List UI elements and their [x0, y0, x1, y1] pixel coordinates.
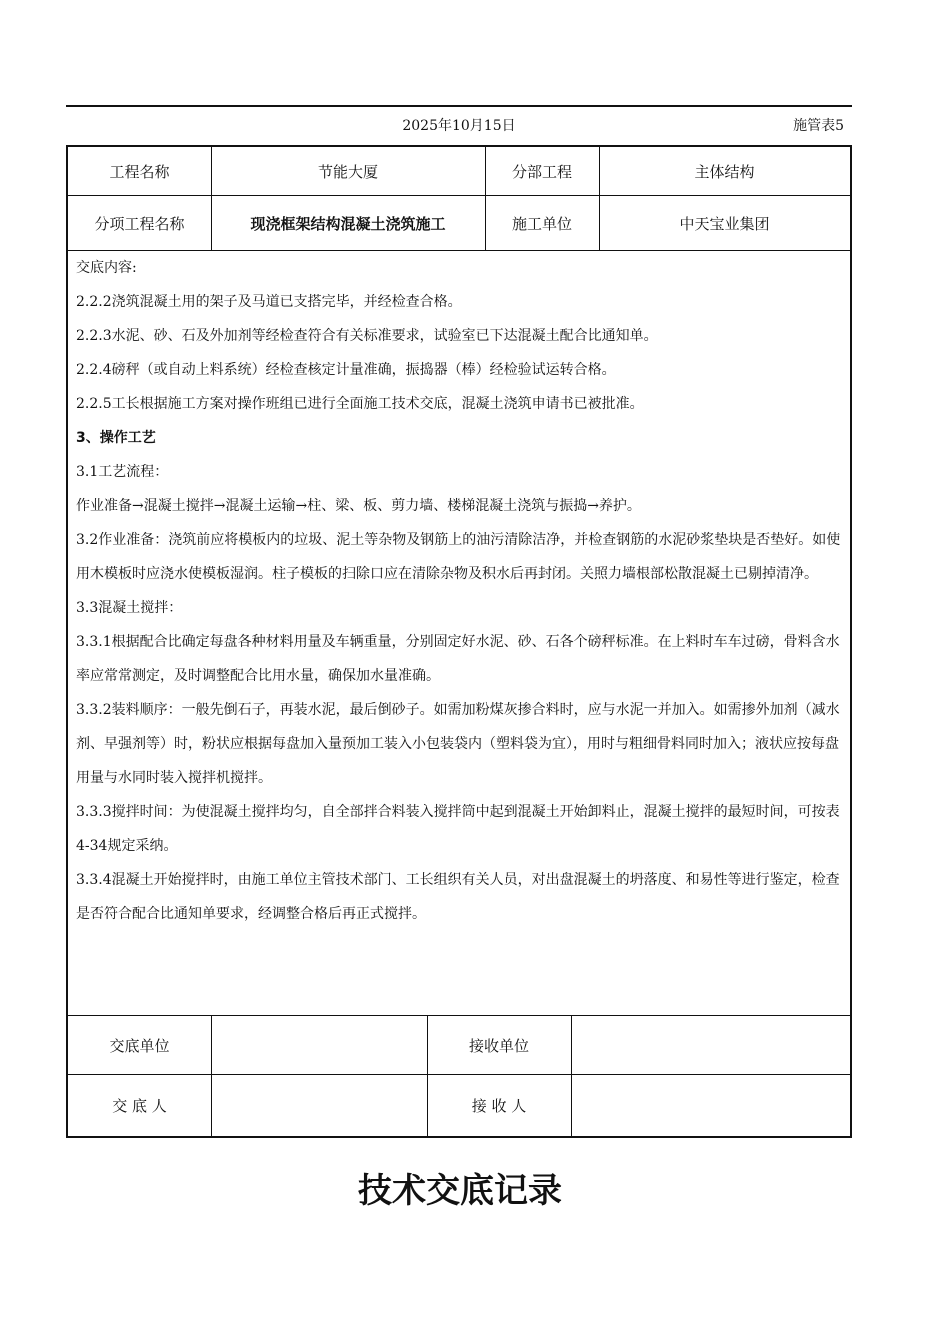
top-rule — [66, 105, 852, 107]
content-line: 2.2.3水泥、砂、石及外加剂等经检查符合有关标准要求，试验室已下达混凝土配合比通知单。 — [76, 328, 658, 344]
content-line: 2.2.5工长根据施工方案对操作班组已进行全面施工技术交底，混凝土浇筑申请书已被批准。 — [76, 396, 644, 412]
content-line: 2.2.4磅秤（或自动上料系统）经检查核定计量准确，振捣器（棒）经检验试运转合格。 — [76, 362, 616, 378]
issuer-person-label: 交 底 人 — [112, 1096, 167, 1115]
issuer-unit-label: 交底单位 — [109, 1036, 170, 1055]
table-row-units — [68, 1015, 850, 1075]
disclosure-content — [76, 251, 846, 931]
table-row-project — [68, 147, 850, 196]
disclosure-table — [66, 145, 852, 1138]
content-label: 交底内容: — [76, 260, 137, 276]
project-name-label: 工程名称 — [109, 162, 170, 181]
content-line: 作业准备→混凝土搅拌→混凝土运输→柱、梁、板、剪力墙、楼梯混凝土浇筑与振捣→养护。 — [76, 498, 641, 514]
table-row-persons — [68, 1074, 850, 1136]
division-value: 主体结构 — [694, 162, 755, 181]
subitem-label: 分项工程名称 — [94, 214, 185, 233]
receiver-unit-label: 接收单位 — [468, 1036, 529, 1055]
content-line: 3.3.3搅拌时间：为使混凝土搅拌均匀，自全部拌合料装入搅拌筒中起到混凝土开始卸料止，混凝土搅拌的最短时间，可按表4-34规定采纳。 — [76, 804, 840, 854]
header-date: 2025年10月15日 — [402, 118, 516, 134]
content-line: 3.3.4混凝土开始搅拌时，由施工单位主管技术部门、工长组织有关人员，对出盘混凝土的坍落度、和易性等进行鉴定，检查是否符合配合比通知单要求，经调整合格后再正式搅拌。 — [76, 872, 840, 922]
content-line: 3.3混凝土搅拌： — [76, 600, 183, 616]
issuer-unit-value — [211, 1016, 427, 1074]
division-label: 分部工程 — [511, 162, 572, 181]
project-name-value: 节能大厦 — [317, 162, 378, 181]
subitem-value: 现浇框架结构混凝土浇筑施工 — [250, 214, 446, 233]
receiver-person-value — [571, 1074, 850, 1136]
content-line: 3.2作业准备：浇筑前应将模板内的垃圾、泥土等杂物及钢筋上的油污清除洁净，并检查钢筋的水泥砂浆垫块是否垫好。如使用木模板时应浇水使模板湿润。柱子模板的扫除口应在清除杂物及积水后再封闭。关照力墙根部松散混凝土已剔掉清净。 — [76, 532, 841, 582]
receiver-unit-value — [571, 1016, 850, 1074]
form-number: 施管表5 — [793, 118, 844, 134]
content-line: 3.3.2装料顺序：一般先倒石子，再装水泥，最后倒砂子。如需加粉煤灰掺合料时，应与水泥一并加入。如需掺外加剂（减水剂、早强剂等）时，粉状应根据每盘加入量预加工装入小包装袋内（塑料袋为宜），用时与粗细骨料同时加入；液状应按每盘用量与水同时装入搅拌机搅拌。 — [76, 702, 840, 786]
document-title: 技术交底记录 — [358, 1171, 562, 1211]
contractor-value: 中天宝业集团 — [679, 214, 770, 233]
table-row-subitem — [68, 196, 850, 251]
content-line: 3.1工艺流程： — [76, 464, 169, 480]
section-heading: 3、操作工艺 — [76, 430, 156, 446]
issuer-person-value — [211, 1074, 427, 1136]
content-line: 3.3.1根据配合比确定每盘各种材料用量及车辆重量，分别固定好水泥、砂、石各个磅秤标准。在上料时车车过磅，骨料含水率应常常测定，及时调整配合比用水量，确保加水量准确。 — [76, 634, 840, 684]
receiver-person-label: 接 收 人 — [471, 1096, 527, 1115]
header-line — [66, 115, 852, 139]
content-line: 2.2.2浇筑混凝土用的架子及马道已支搭完毕，并经检查合格。 — [76, 294, 462, 310]
contractor-label: 施工单位 — [511, 214, 572, 233]
